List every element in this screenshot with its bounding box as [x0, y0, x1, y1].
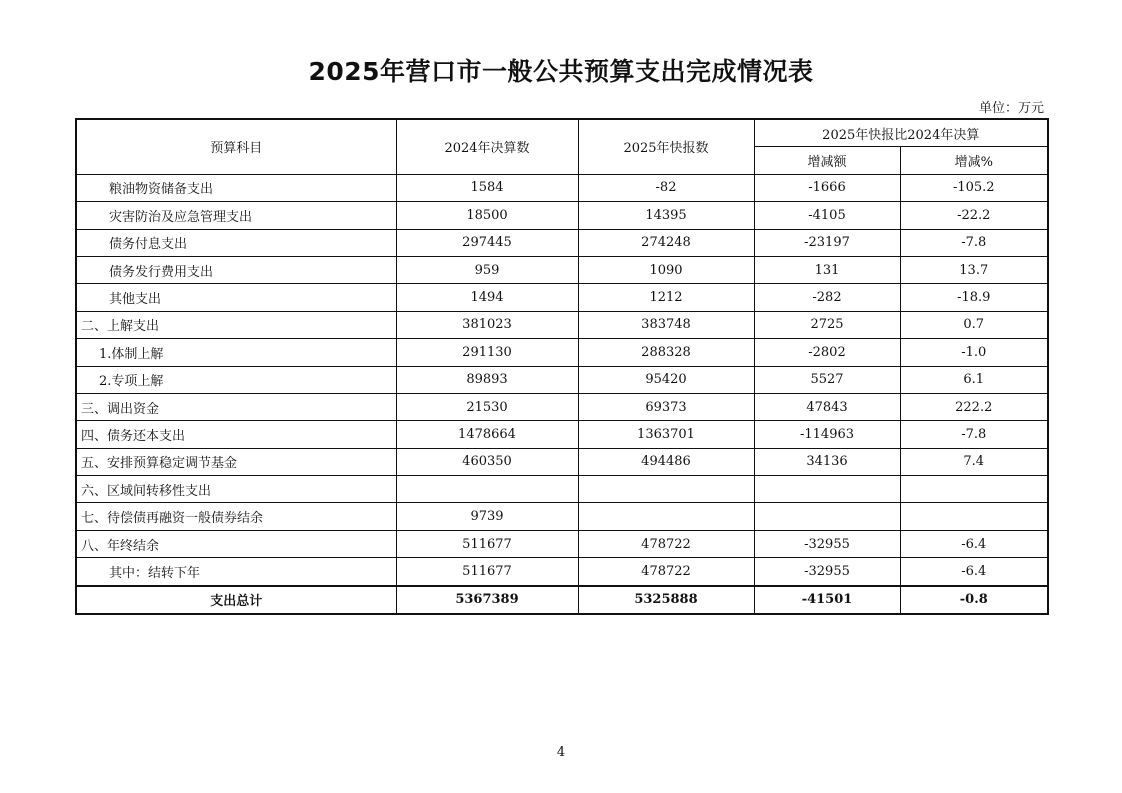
total-flash-2025: 5325888: [578, 586, 754, 614]
row-subject: 八、年终结余: [76, 530, 396, 557]
row-change-amount: 2725: [754, 311, 900, 338]
row-change-pct: -6.4: [900, 558, 1048, 586]
row-subject: 七、待偿债再融资一般债券结余: [76, 503, 396, 530]
row-final-2024: 460350: [396, 448, 578, 475]
row-subject: 六、区域间转移性支出: [76, 476, 396, 503]
table-row: [76, 476, 1048, 503]
row-change-pct: -18.9: [900, 284, 1048, 311]
table-row: [76, 503, 1048, 530]
row-flash-2025: 478722: [578, 530, 754, 557]
row-change-amount: 34136: [754, 448, 900, 475]
row-change-pct: 222.2: [900, 393, 1048, 420]
row-flash-2025: [578, 476, 754, 503]
row-flash-2025: 274248: [578, 229, 754, 256]
table-row: [76, 339, 1048, 366]
unit-label: 单位：万元: [978, 101, 1044, 116]
row-subject: 其中：结转下年: [76, 558, 396, 586]
row-change-amount: -2802: [754, 339, 900, 366]
row-change-amount: 131: [754, 256, 900, 283]
row-flash-2025: 14395: [578, 202, 754, 229]
row-change-pct: 0.7: [900, 311, 1048, 338]
row-change-pct: [900, 476, 1048, 503]
row-final-2024: 1584: [396, 174, 578, 201]
row-flash-2025: 95420: [578, 366, 754, 393]
total-change-pct: -0.8: [900, 586, 1048, 614]
row-final-2024: 381023: [396, 311, 578, 338]
header-change-pct: 增减%: [900, 147, 1048, 174]
row-change-amount: -32955: [754, 558, 900, 586]
row-final-2024: [396, 476, 578, 503]
table-row: [76, 229, 1048, 256]
row-subject: 2.专项上解: [76, 366, 396, 393]
total-change-amount: -41501: [754, 586, 900, 614]
row-subject: 债务发行费用支出: [76, 256, 396, 283]
row-change-amount: 47843: [754, 393, 900, 420]
row-change-pct: -7.8: [900, 229, 1048, 256]
table-row: [76, 202, 1048, 229]
row-change-pct: [900, 503, 1048, 530]
row-change-pct: 6.1: [900, 366, 1048, 393]
table-row: [76, 366, 1048, 393]
total-label: 支出总计: [76, 586, 396, 614]
budget-table: [75, 118, 1049, 615]
row-flash-2025: -82: [578, 174, 754, 201]
row-change-amount: [754, 503, 900, 530]
row-flash-2025: 1212: [578, 284, 754, 311]
row-final-2024: 1478664: [396, 421, 578, 448]
row-change-amount: -4105: [754, 202, 900, 229]
row-subject: 粮油物资储备支出: [76, 174, 396, 201]
row-final-2024: 1494: [396, 284, 578, 311]
row-final-2024: 959: [396, 256, 578, 283]
row-subject: 1.体制上解: [76, 339, 396, 366]
table-row: [76, 393, 1048, 420]
row-change-amount: -32955: [754, 530, 900, 557]
header-change-amount: 增减额: [754, 147, 900, 174]
row-subject: 其他支出: [76, 284, 396, 311]
row-final-2024: 18500: [396, 202, 578, 229]
row-subject: 四、债务还本支出: [76, 421, 396, 448]
row-flash-2025: [578, 503, 754, 530]
row-change-amount: -1666: [754, 174, 900, 201]
row-flash-2025: 494486: [578, 448, 754, 475]
table-row: [76, 448, 1048, 475]
table-row: [76, 174, 1048, 201]
header-flash-2025: 2025年快报数: [578, 119, 754, 174]
row-change-amount: -23197: [754, 229, 900, 256]
table-row: [76, 530, 1048, 557]
row-change-pct: -22.2: [900, 202, 1048, 229]
row-change-pct: -105.2: [900, 174, 1048, 201]
total-final-2024: 5367389: [396, 586, 578, 614]
header-subject: 预算科目: [76, 119, 396, 174]
row-final-2024: 21530: [396, 393, 578, 420]
row-subject: 五、安排预算稳定调节基金: [76, 448, 396, 475]
row-final-2024: 297445: [396, 229, 578, 256]
row-flash-2025: 69373: [578, 393, 754, 420]
row-flash-2025: 383748: [578, 311, 754, 338]
row-change-pct: 13.7: [900, 256, 1048, 283]
row-subject: 二、上解支出: [76, 311, 396, 338]
row-change-amount: -282: [754, 284, 900, 311]
row-change-pct: -6.4: [900, 530, 1048, 557]
row-final-2024: 511677: [396, 530, 578, 557]
row-subject: 灾害防治及应急管理支出: [76, 202, 396, 229]
row-change-pct: -7.8: [900, 421, 1048, 448]
row-change-amount: 5527: [754, 366, 900, 393]
row-change-pct: 7.4: [900, 448, 1048, 475]
row-subject: 三、调出资金: [76, 393, 396, 420]
row-subject: 债务付息支出: [76, 229, 396, 256]
table-row: [76, 256, 1048, 283]
table-row: [76, 284, 1048, 311]
row-flash-2025: 1090: [578, 256, 754, 283]
header-comparison: 2025年快报比2024年决算: [754, 119, 1048, 147]
row-change-pct: -1.0: [900, 339, 1048, 366]
row-final-2024: 291130: [396, 339, 578, 366]
header-final-2024: 2024年决算数: [396, 119, 578, 174]
row-final-2024: 89893: [396, 366, 578, 393]
row-flash-2025: 1363701: [578, 421, 754, 448]
table-row: [76, 311, 1048, 338]
row-flash-2025: 288328: [578, 339, 754, 366]
row-final-2024: 511677: [396, 558, 578, 586]
row-change-amount: -114963: [754, 421, 900, 448]
total-row: [76, 586, 1048, 614]
table-row: [76, 558, 1048, 586]
page-title: 2025年营口市一般公共预算支出完成情况表: [308, 57, 814, 86]
table-row: [76, 421, 1048, 448]
row-flash-2025: 478722: [578, 558, 754, 586]
page-number: 4: [556, 745, 566, 760]
row-change-amount: [754, 476, 900, 503]
row-final-2024: 9739: [396, 503, 578, 530]
